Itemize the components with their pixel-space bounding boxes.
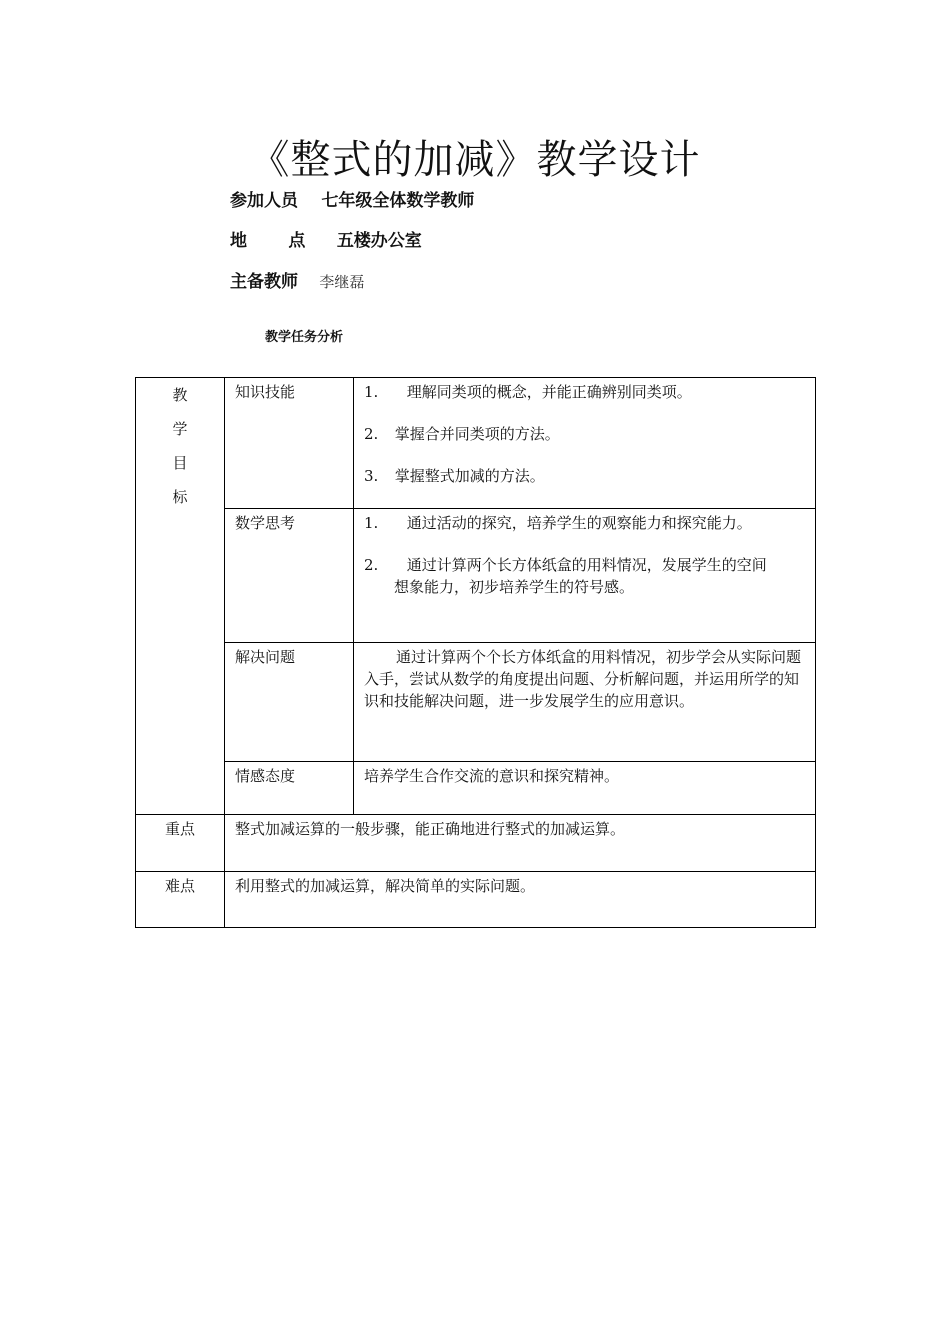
- item-text-continued: 想象能力，初步培养学生的符号感。: [394, 578, 635, 596]
- item-text: 掌握整式加减的方法。: [394, 467, 545, 485]
- attitude-content: 培养学生合作交流的意识和探究精神。: [354, 762, 816, 815]
- item-number: 1.: [364, 383, 379, 401]
- key-point-content: 整式加减运算的一般步骤，能正确地进行整式的加减运算。: [225, 815, 816, 872]
- objectives-char: 标: [172, 488, 188, 506]
- difficulty-label: 难点: [136, 872, 225, 928]
- item-number: 2.: [364, 556, 379, 574]
- objectives-cell: [136, 378, 225, 815]
- problem-solving-label: 解决问题: [225, 643, 354, 762]
- lead-teacher-row: [230, 267, 364, 292]
- item-text: 掌握合并同类项的方法。: [394, 425, 560, 443]
- math-thinking-label: 数学思考: [225, 509, 354, 643]
- table-row-knowledge: [136, 378, 816, 509]
- objectives-char: 目: [172, 454, 188, 472]
- item-text: 理解同类项的概念，并能正确辨别同类项。: [406, 383, 692, 401]
- document-title: 《整式的加减》教学设计: [249, 137, 701, 183]
- math-thinking-content: [354, 509, 816, 643]
- list-item: [364, 465, 807, 487]
- knowledge-content: [354, 378, 816, 509]
- location-label-1: 地: [230, 231, 247, 251]
- lead-teacher-label: 主备教师: [230, 272, 298, 292]
- list-item: [364, 381, 807, 403]
- table-row-attitude: [136, 762, 816, 815]
- table-row-math-thinking: [136, 509, 816, 643]
- table-row-problem-solving: [136, 643, 816, 762]
- table-row-difficulty: [136, 872, 816, 928]
- objectives-char: 教: [172, 386, 188, 404]
- key-point-label: 重点: [136, 815, 225, 872]
- knowledge-label: 知识技能: [225, 378, 354, 509]
- objectives-char: 学: [172, 420, 188, 438]
- section-heading: 教学任务分析: [265, 330, 344, 345]
- item-text: 通过计算两个长方体纸盒的用料情况，发展学生的空间: [406, 556, 767, 574]
- item-number: 3.: [364, 467, 379, 485]
- lead-teacher-value: 李继磊: [319, 273, 365, 291]
- location-label-2: 点: [288, 231, 306, 251]
- participants-row: [230, 186, 474, 211]
- table-row-key-point: [136, 815, 816, 872]
- participants-value: 七年级全体数学教师: [321, 191, 475, 211]
- location-row: [230, 226, 422, 251]
- list-item: [364, 423, 807, 445]
- item-text: 通过活动的探究，培养学生的观察能力和探究能力。: [406, 514, 752, 532]
- item-number: 1.: [364, 514, 379, 532]
- objectives-vertical-label: [136, 378, 224, 514]
- participants-label: 参加人员: [230, 191, 298, 211]
- list-item: [364, 512, 807, 534]
- attitude-label: 情感态度: [225, 762, 354, 815]
- difficulty-content: 利用整式的加减运算，解决简单的实际问题。: [225, 872, 816, 928]
- item-number: 2.: [364, 425, 379, 443]
- problem-solving-content: 通过计算两个个长方体纸盒的用料情况，初步学会从实际问题入手，尝试从数学的角度提出问题、分析解问题，并运用所学的知识和技能解决问题，进一步发展学生的应用意识。: [354, 643, 816, 762]
- location-value: 五楼办公室: [336, 231, 422, 251]
- objectives-table: [135, 377, 816, 928]
- list-item: [364, 554, 807, 598]
